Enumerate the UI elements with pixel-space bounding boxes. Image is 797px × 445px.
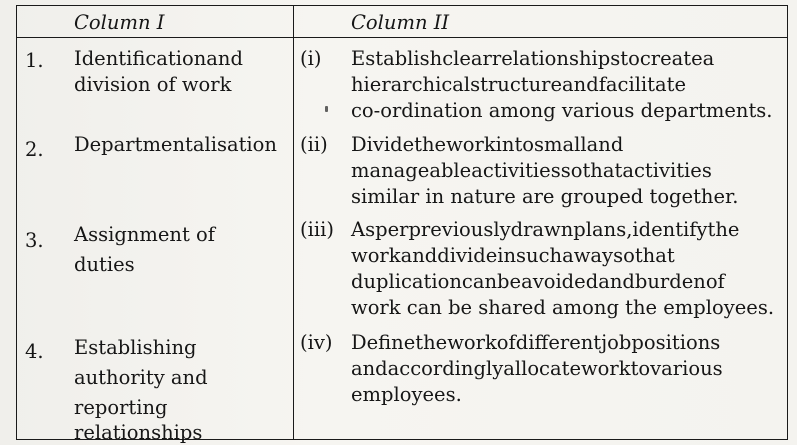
row-1-desc-line-3: co-ordination among various departments.: [351, 99, 773, 122]
word: work: [447, 331, 497, 354]
word: facilitate: [598, 73, 686, 96]
word: a: [702, 47, 715, 70]
word: the: [707, 218, 740, 241]
row-4-number: 4.: [25, 340, 44, 363]
word: and: [206, 47, 243, 70]
word: that: [582, 159, 623, 182]
row-3-term-line-2: duties: [74, 253, 135, 276]
matching-table: [16, 5, 788, 444]
word: a: [562, 244, 574, 267]
word: per: [375, 218, 409, 241]
word: Divide: [351, 133, 415, 156]
word: of: [705, 270, 725, 293]
word: previously: [408, 218, 511, 241]
row-4-roman: (iv): [300, 331, 333, 354]
word: activities: [622, 159, 712, 182]
row-4-term-line-1: Establishing: [74, 336, 197, 359]
word: clear: [442, 47, 492, 70]
row-2-desc-line-1: [351, 132, 779, 158]
row-1-term-line-2: division of work: [74, 73, 232, 96]
word: work: [446, 133, 496, 156]
row-1-desc-line-2: [351, 72, 779, 98]
word: and: [586, 133, 624, 156]
word: the: [414, 133, 447, 156]
word: so: [613, 244, 635, 267]
word: divide: [437, 244, 498, 267]
row-2-number: 2.: [25, 138, 44, 161]
row-2-roman: (ii): [300, 133, 328, 156]
row-3-desc-line-4: work can be shared among the employees.: [351, 296, 775, 319]
row-3-roman: (iii): [300, 218, 334, 241]
word: Define: [351, 331, 416, 354]
row-3-desc-line-3: [351, 269, 779, 295]
word: Identification: [74, 47, 207, 70]
row-4-desc-line-1: [351, 330, 779, 356]
row-1-number: 1.: [25, 49, 44, 72]
row-4-description: [351, 330, 779, 408]
word: allocate: [503, 357, 581, 380]
row-1-roman: (i): [300, 47, 322, 70]
row-1-term-line-1: [74, 46, 282, 72]
print-speck: [325, 106, 328, 112]
word: be: [497, 270, 522, 293]
word: manageable: [351, 159, 472, 182]
row-1-term: [74, 46, 282, 98]
word: to: [620, 47, 640, 70]
word: relationships: [491, 47, 621, 70]
word: accordingly: [387, 357, 504, 380]
word: and: [562, 73, 599, 96]
row-2-description: [351, 132, 779, 210]
word: the: [415, 331, 448, 354]
word: that: [634, 244, 675, 267]
word: into: [495, 133, 535, 156]
word: job: [601, 331, 632, 354]
word: avoided: [521, 270, 599, 293]
column-header-1: Column I: [74, 11, 165, 34]
word: and: [351, 357, 388, 380]
word: hierarchical: [351, 73, 471, 96]
row-2-term-line-1: Departmentalisation: [74, 133, 277, 156]
word: plans,: [573, 218, 633, 241]
word: activities: [471, 159, 561, 182]
word: As: [351, 218, 376, 241]
row-4-term: [74, 333, 282, 443]
word: drawn: [510, 218, 574, 241]
column-divider: [293, 6, 294, 439]
row-4-term-line-3: reporting: [74, 396, 168, 419]
word: work: [580, 357, 631, 380]
word: small: [534, 133, 587, 156]
word: Establish: [351, 47, 443, 70]
row-4-desc-line-3: employees.: [351, 383, 462, 406]
word: so: [560, 159, 583, 182]
row-4-desc-line-2: [351, 356, 779, 382]
row-1-description: [351, 46, 779, 124]
word: can: [461, 270, 498, 293]
word: work: [351, 244, 401, 267]
word: to: [630, 357, 651, 380]
row-4-term-line-4: relationships: [74, 421, 203, 444]
row-4-term-line-2: authority and: [74, 366, 208, 389]
row-3-term-line-1: Assignment of: [74, 223, 215, 246]
row-3-number: 3.: [25, 229, 44, 252]
row-2-term: [74, 132, 282, 158]
row-1-desc-line-1: [351, 46, 779, 72]
word: such: [516, 244, 563, 267]
word: positions: [631, 331, 721, 354]
row-3-description: [351, 217, 779, 321]
word: different: [515, 331, 602, 354]
column-header-2: Column II: [351, 11, 450, 34]
row-3-desc-line-2: [351, 243, 779, 269]
word: various: [650, 357, 723, 380]
word: and: [598, 270, 635, 293]
word: burden: [634, 270, 706, 293]
word: way: [573, 244, 614, 267]
header-divider: [17, 37, 787, 38]
word: create: [639, 47, 703, 70]
word: identify: [632, 218, 708, 241]
row-3-term: [74, 220, 282, 280]
word: of: [496, 331, 516, 354]
word: and: [400, 244, 438, 267]
word: structure: [470, 73, 563, 96]
word: duplication: [351, 270, 462, 293]
row-2-desc-line-2: [351, 158, 779, 184]
row-2-desc-line-3: similar in nature are grouped together.: [351, 185, 739, 208]
word: in: [497, 244, 517, 267]
row-3-desc-line-1: [351, 217, 779, 243]
